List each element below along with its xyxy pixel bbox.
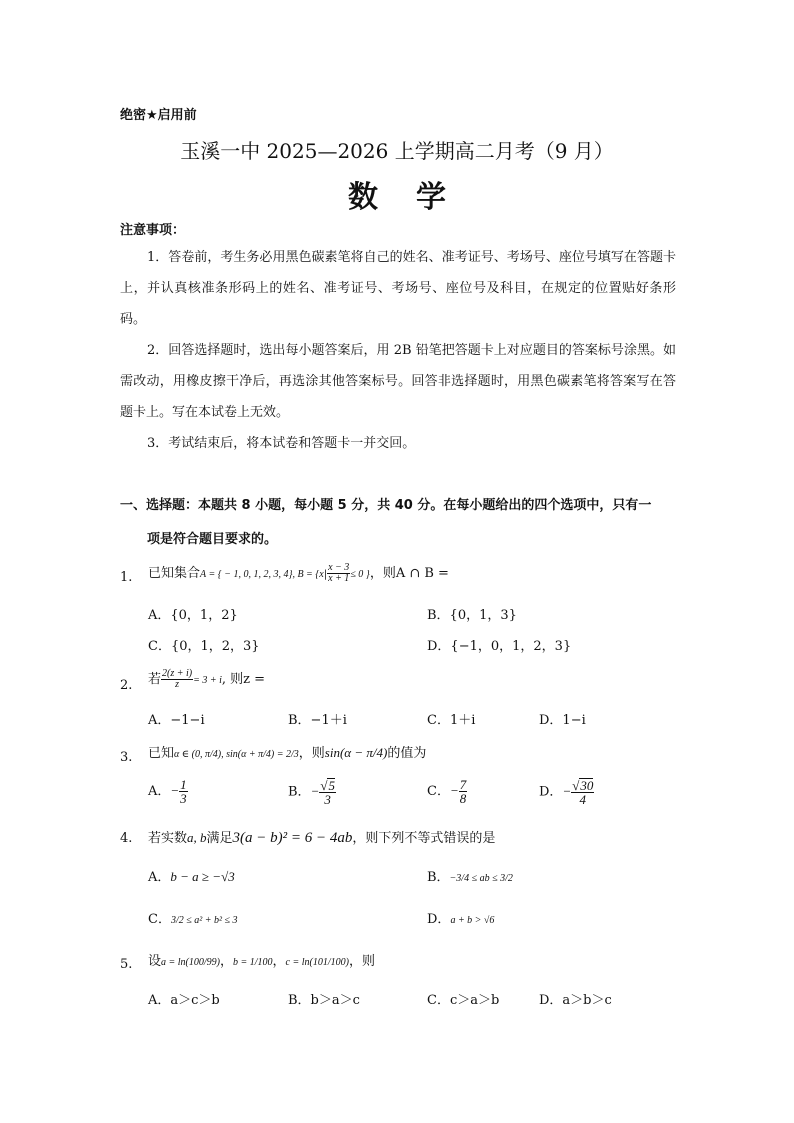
stem-mid: 满足 xyxy=(206,831,233,846)
stem-suffix: , 则z = xyxy=(221,672,266,687)
stem-prefix: 若实数 xyxy=(148,831,188,846)
question-number: 2. xyxy=(120,678,133,693)
notes-heading: 注意事项： xyxy=(120,223,186,238)
question-number: 5. xyxy=(120,957,133,972)
section-heading-cont: 项是符合题目要求的。 xyxy=(147,532,278,547)
question-number: 4. xyxy=(120,831,133,846)
stem-mid: = 3 + i xyxy=(193,675,222,686)
option-c: C．1＋i xyxy=(427,713,476,728)
question-number: 3. xyxy=(120,750,133,765)
question-number: 1. xyxy=(120,570,133,585)
option-c: C．3/2 ≤ a² + b² ≤ 3 xyxy=(148,912,238,927)
option-a: A．−1−i xyxy=(148,713,205,728)
option-c: C．− $\frac{7}{8}$ xyxy=(427,777,467,806)
question-4-stem xyxy=(148,827,495,847)
cond-sin: , sin(α + π/4) = 2/3 xyxy=(221,749,299,760)
stem-fraction: $\frac{2(z + i)}{z}$ xyxy=(162,668,193,690)
stem-condition: 3(a − b)² = 6 − 4ab xyxy=(232,830,353,846)
option-a: A．− $\frac{1}{3}$ xyxy=(148,777,187,806)
option-b: B．−1＋i xyxy=(288,713,347,728)
set-b-right: ≤ 0 } xyxy=(350,569,370,580)
def-a: a = ln(100/99) xyxy=(161,957,220,968)
confidential-label: 绝密★启用前 xyxy=(120,108,197,123)
option-d: D．− $\frac{√30}{4}$ xyxy=(539,778,594,807)
option-b: B．b＞a＞c xyxy=(288,993,360,1008)
stem-suffix: 的值为 xyxy=(387,746,427,761)
stem-suffix: ，则 xyxy=(348,954,375,969)
note-item-1: 1．答卷前，考生务必用黑色碳素笔将自己的姓名、准考证号、考场号、座位号填写在答题卡上，并认真核准条形码上的姓名、准考证号、考场号、座位号及科目，在规定的位置贴好条形码。 xyxy=(120,250,676,327)
stem-prefix: 若 xyxy=(148,672,162,687)
question-5-stem: 设a = ln(100/99)，b = 1/100，c = ln(101/100)，则 xyxy=(148,954,375,969)
stem-prefix: 已知 xyxy=(148,746,175,761)
question-3-stem xyxy=(148,742,426,761)
def-c: c = ln(101/100) xyxy=(285,957,349,968)
option-b: B．{0，1，3} xyxy=(427,608,517,623)
set-b-fraction: $\frac{x - 3}{x + 1}$ xyxy=(328,562,350,584)
def-b: b = 1/100 xyxy=(233,957,273,968)
stem-prefix: 已知集合 xyxy=(148,566,201,581)
option-a: A．a＞c＞b xyxy=(148,993,220,1008)
question-1-stem: 已知集合A = { − 1, 0, 1, 2, 3, 4}, B = {x| $\frac{x - 3}{x + 1}$ ≤ 0 }，则A ∩ B = xyxy=(148,562,449,584)
set-b-left: , B = { xyxy=(292,569,320,580)
option-b: B．−3/4 ≤ ab ≤ 3/2 xyxy=(427,870,513,885)
option-d: D．{−1，0，1，2，3} xyxy=(427,639,572,654)
option-d: D．a＞b＞c xyxy=(539,993,612,1008)
option-c: C．{0，1，2，3} xyxy=(148,639,260,654)
stem-mid: ，则 xyxy=(298,746,325,761)
option-d: D．a + b > √6 xyxy=(427,912,495,927)
note-item-3: 3．考试结束后，将本试卷和答题卡一并交回。 xyxy=(147,436,416,451)
stem-suffix: ，则下列不等式错误的是 xyxy=(352,831,496,846)
set-a: A = { − 1, 0, 1, 2, 3, 4} xyxy=(200,569,293,580)
option-a: A．b − a ≥ −√3 xyxy=(148,869,235,885)
stem-prefix: 设 xyxy=(148,954,162,969)
subject-title: 数学 xyxy=(348,180,484,215)
section-heading: 一、选择题：本题共 8 小题，每小题 5 分，共 40 分。在每小题给出的四个选项中，只有一 xyxy=(120,498,652,513)
option-a: A．{0，1，2} xyxy=(148,608,238,623)
exam-title: 玉溪一中 2025—2026 上学期高二月考（9 月） xyxy=(180,139,614,163)
option-b: B．− $\frac{√5}{3}$ xyxy=(288,778,335,807)
stem-suffix: ，则A ∩ B = xyxy=(369,566,449,581)
target-expression: sin(α − π/4) xyxy=(324,745,388,760)
stem-vars: a, b xyxy=(187,830,207,845)
set-b-var: x xyxy=(319,569,324,580)
question-2-stem xyxy=(148,668,265,690)
note-item-2: 2．回答选择题时，选出每小题答案后，用 2B 铅笔把答题卡上对应题目的答案标号涂黑。如需改动，用橡皮擦干净后，再选涂其他答案标号。回答非选择题时，用黑色碳素笔将答案写在答题卡上。写在本试卷上无效。 xyxy=(120,343,676,420)
option-d: D．1−i xyxy=(539,713,586,728)
option-c: C．c＞a＞b xyxy=(427,993,500,1008)
cond-alpha: α ∈ (0, π/4) xyxy=(174,749,222,760)
